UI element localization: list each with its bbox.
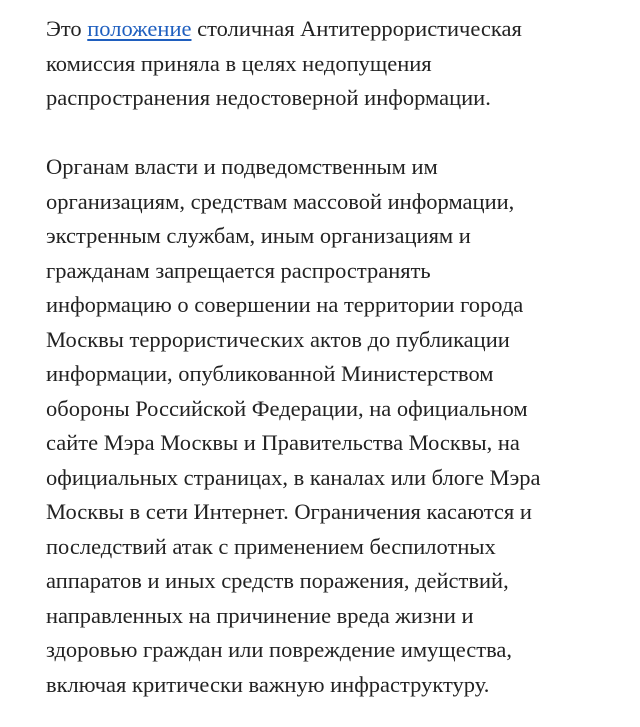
body-line: Органам власти и подведомственным им xyxy=(46,154,438,179)
intro-prefix: Это xyxy=(46,16,88,41)
body-line: экстренным службам, иным организациям и xyxy=(46,223,471,248)
body-line: гражданам запрещается распространять xyxy=(46,257,431,283)
intro-line: комиссия приняла в целях недопущения xyxy=(46,50,432,76)
body-line: аппаратов и иных средств поражения, действий, xyxy=(46,568,509,593)
restrictions-paragraph xyxy=(46,150,640,702)
body-line: обороны Российской Федерации, на официальном xyxy=(46,395,528,421)
intro-paragraph xyxy=(46,12,640,116)
body-line: официальных страницах, в каналах или блоге Мэра xyxy=(46,464,541,490)
body-line: направленных на причинение вреда жизни и xyxy=(46,602,474,628)
body-line: информацию о совершении на территории города xyxy=(46,292,524,317)
intro-line-1 xyxy=(46,12,640,47)
body-line: сайте Мэра Москвы и Правительства Москвы, на xyxy=(46,430,520,455)
body-line: последствий атак с применением беспилотных xyxy=(46,533,496,559)
intro-line-1-suffix: столичная Антитеррористическая xyxy=(191,16,522,41)
body-line: здоровью граждан или повреждение имущества, xyxy=(46,637,513,662)
body-line: Москвы террористических актов до публикации xyxy=(46,326,510,352)
body-line: организациям, средствам массовой информации, xyxy=(46,188,515,214)
body-line: Москвы в сети Интернет. Ограничения касаются и xyxy=(46,499,532,524)
body-line: информации, опубликованной Министерством xyxy=(46,361,494,386)
regulation-link[interactable]: положение xyxy=(87,16,192,41)
body-line: включая критически важную инфраструктуру. xyxy=(46,671,490,697)
intro-line: распространения недостоверной информации. xyxy=(46,85,491,110)
